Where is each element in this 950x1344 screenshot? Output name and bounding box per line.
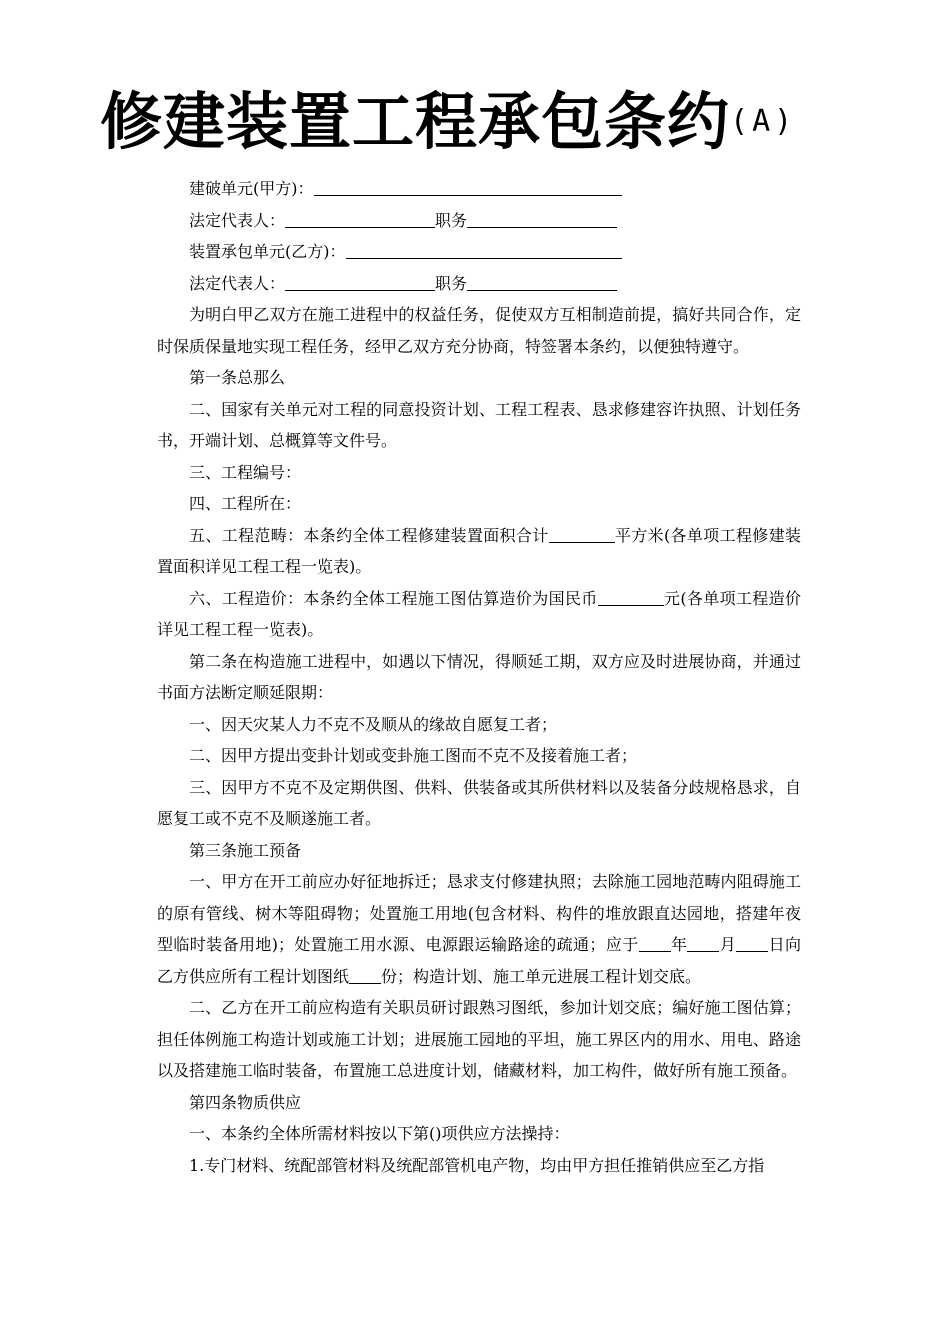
area-blank[interactable] — [549, 525, 615, 543]
day-blank[interactable] — [736, 934, 768, 952]
article-2: 第二条在构造施工进程中，如遇以下情况，得顺延工期，双方应及时进展协商，并通过书面方法断定顺延限期： — [157, 651, 801, 702]
cost-blank[interactable] — [598, 588, 664, 606]
clause-5 — [157, 520, 801, 583]
article-2-item-3: 三、因甲方不克不及定期供图、供料、供装备或其所供材料以及装备分歧规格恳求，自愿复工或不克不及顺遂施工者。 — [157, 777, 801, 828]
rep1-position-label: 职务 — [435, 210, 468, 230]
clause-2: 二、国家有关单元对工程的同意投资计划、工程工程表、恳求修建容许执照、计划任务书，开端计划、总概算等文件号。 — [157, 399, 801, 450]
article-1-heading: 第一条总那么 — [189, 368, 286, 387]
clause-6-text-b: 元(各单项工程造价详见工程工程一览表)。 — [157, 588, 801, 639]
rep2-name-blank[interactable] — [285, 273, 435, 291]
rep1-position-blank[interactable] — [467, 210, 617, 228]
rep2-position-label: 职务 — [435, 273, 468, 293]
article-4-heading: 第四条物质供应 — [189, 1092, 302, 1112]
rep2-label: 法定代表人： — [189, 273, 286, 293]
article-3-item-1-text-d: 日向乙方供应所有工程计划图纸 — [157, 935, 801, 986]
contract-body — [157, 173, 801, 1181]
year-blank[interactable] — [639, 934, 671, 952]
party-b-field — [157, 236, 801, 268]
party-a-field — [157, 173, 801, 205]
rep2-field — [157, 268, 801, 300]
article-3-item-1-text-e: 份；构造计划、施工单元进展工程计划交底。 — [381, 966, 702, 986]
copies-blank[interactable] — [349, 966, 381, 984]
article-2-item-1: 一、因天灾某人力不克不及顺从的缘故自愿复工者； — [189, 714, 558, 734]
party-a-blank[interactable] — [314, 178, 622, 196]
rep1-label: 法定代表人： — [189, 210, 286, 230]
clause-3: 三、工程编号： — [189, 462, 302, 482]
article-3-item-2: 二、乙方在开工前应构造有关职员研讨跟熟习图纸，参加计划交底；编好施工图估算；担任体例施工构造计划或施工计划；进展施工园地的平坦，施工界区内的用水、用电、路途以及搭建施工临时装备，布置施工总进度计划，储藏材料，加工构件，做好所有施工预备。 — [157, 998, 801, 1080]
document-title: 修建装置工程承包条约 — [100, 85, 731, 158]
year-label: 年 — [670, 935, 688, 954]
clause-4: 四、工程所在： — [189, 494, 302, 513]
party-a-label: 建破单元(甲方)： — [189, 179, 314, 198]
article-3-item-1-text-a: 一、甲方在开工前应办好征地拆迁；恳求支付修建执照；去除施工园地范畴内阻碍施工的原有管线、树木等阻碍物；处置施工用地(包含材料、构件的堆放跟直达园地，搭建年夜型临时装备用地)；处置施工用水源、电源跟运输路途的疏通；应于 — [157, 872, 801, 954]
article-3-item-1 — [157, 866, 801, 992]
rep1-field — [157, 205, 801, 237]
article-2-item-2: 二、因甲方提出变卦计划或变卦施工图而不克不及接着施工者； — [189, 746, 638, 765]
month-blank[interactable] — [687, 934, 719, 952]
title-row — [100, 84, 900, 160]
article-4-item-1: 一、本条约全体所需材料按以下第()项供应方法操持： — [189, 1124, 570, 1143]
clause-6-text-a: 六、工程造价：本条约全体工程施工图估算造价为国民币 — [189, 588, 598, 608]
party-b-label: 装置承包单元(乙方)： — [189, 242, 346, 261]
clause-5-text-a: 五、工程范畴：本条约全体工程修建装置面积合计 — [189, 525, 549, 545]
party-b-blank[interactable] — [346, 241, 622, 259]
article-3-heading: 第三条施工预备 — [189, 840, 302, 860]
intro-paragraph: 为明白甲乙双方在施工进程中的权益任务，促使双方互相制造前提，搞好共同合作，定时保质保量地实现工程任务，经甲乙双方充分协商，特签署本条约，以便独特遵守。 — [157, 305, 801, 356]
month-label: 月 — [719, 935, 737, 954]
document-title-suffix: (A) — [730, 104, 797, 139]
rep2-position-blank[interactable] — [467, 273, 617, 291]
clause-5-text-b: 平方米(各单项工程修建装置面积详见工程工程一览表)。 — [157, 525, 801, 576]
clause-6 — [157, 583, 801, 646]
article-4-item-1-1: 1.专门材料、统配部管材料及统配部管机电产物，均由甲方担任推销供应至乙方指 — [189, 1155, 765, 1175]
rep1-name-blank[interactable] — [285, 210, 435, 228]
